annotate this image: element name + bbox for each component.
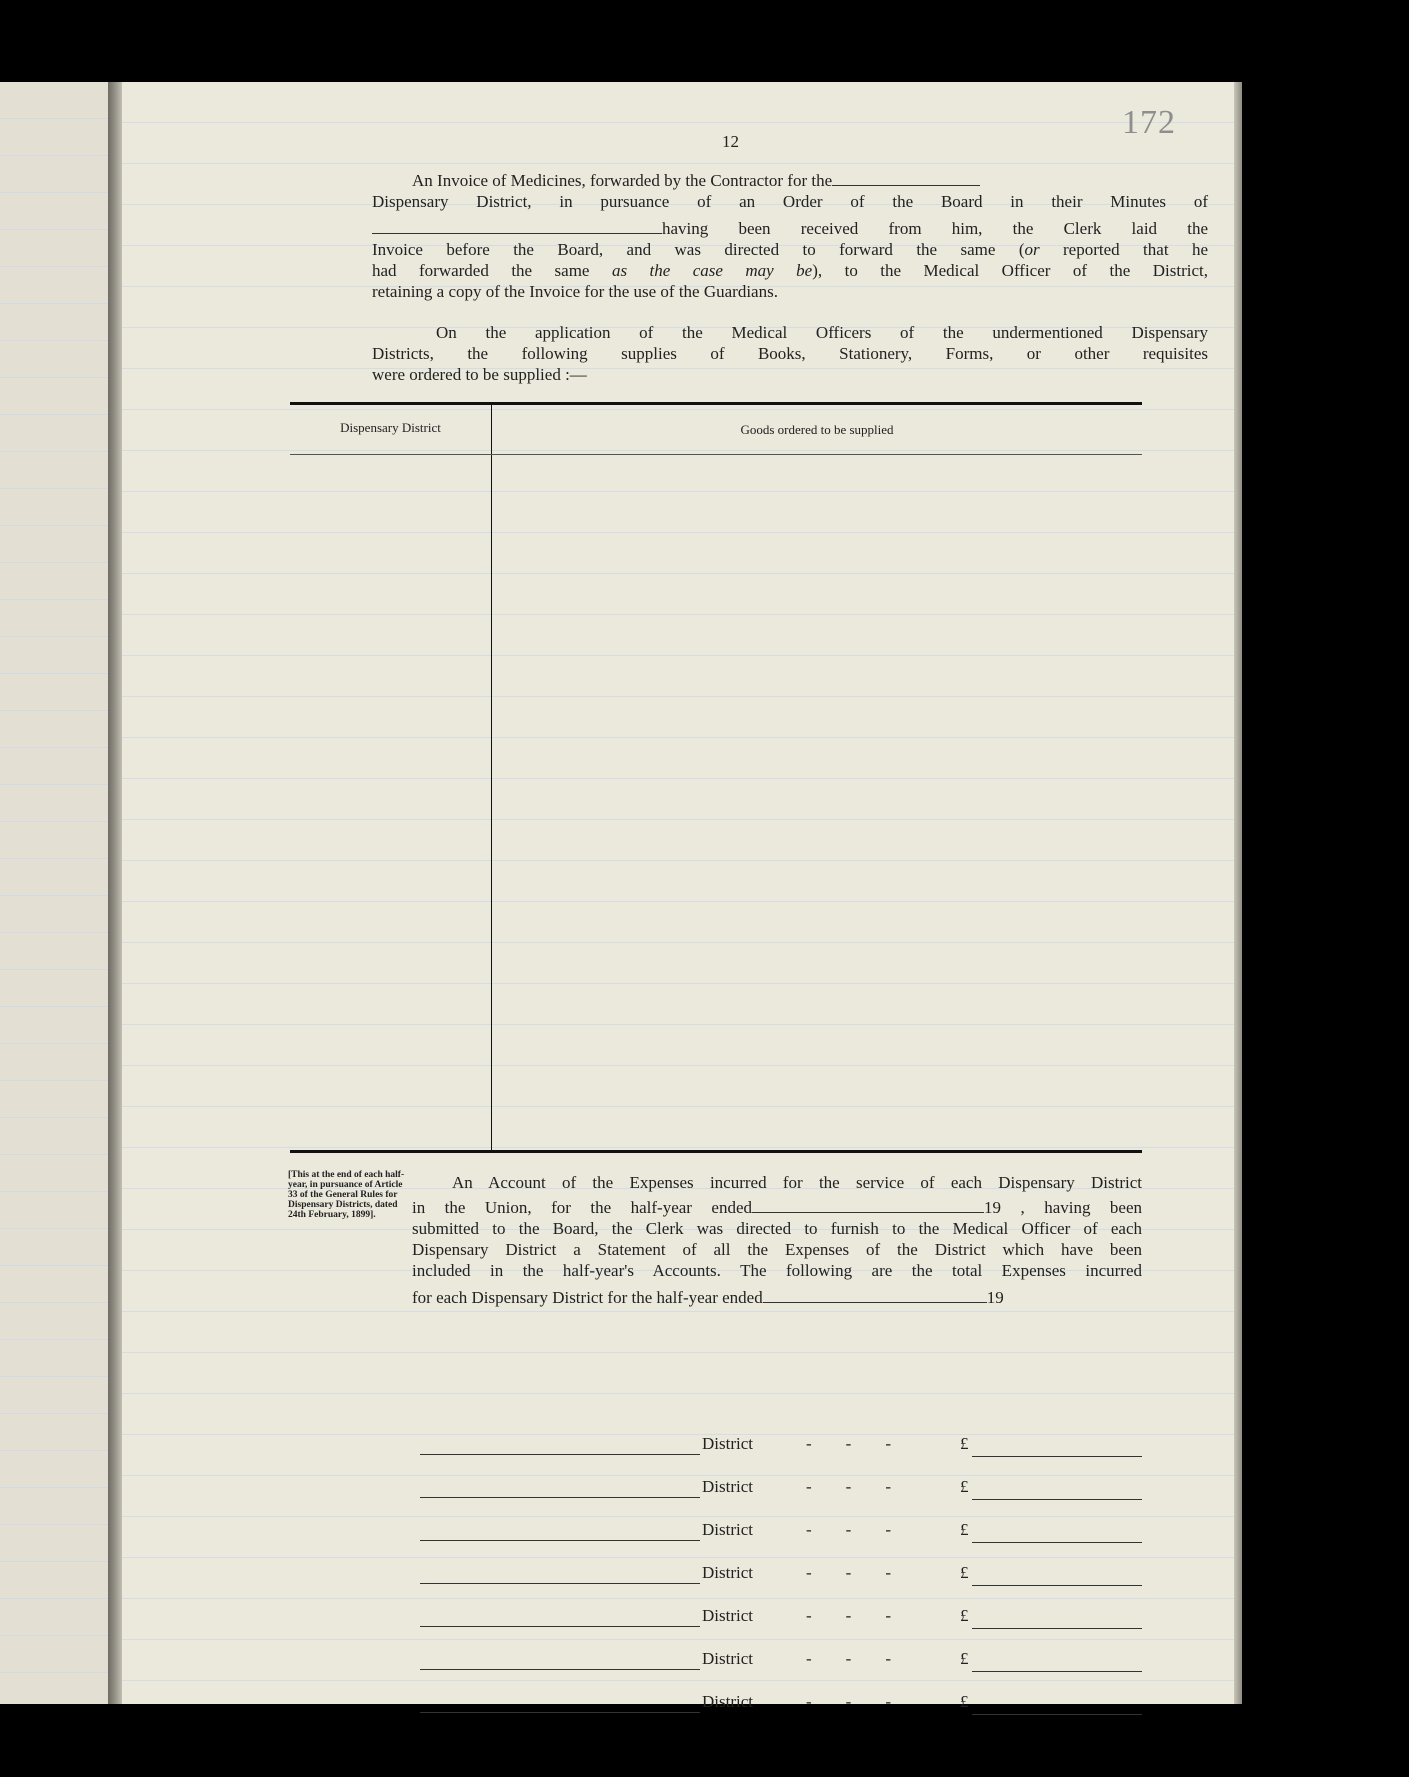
account-line-1: An Account of the Expenses incurred for the service of each Dispensary District <box>452 1173 1142 1192</box>
table-bottom-rule <box>290 1150 1142 1153</box>
district-dashes: - - - <box>806 1563 891 1582</box>
invoice-line-5-end: ), to the Medical Officer of the District, <box>812 261 1208 280</box>
table-top-rule <box>290 402 1142 405</box>
folio-number: 172 <box>1122 104 1176 141</box>
table-header-rule <box>290 454 1142 455</box>
amount-blank <box>972 1714 1142 1715</box>
half-year-ended-blank-2 <box>763 1301 987 1303</box>
invoice-line-4-end: reported that he <box>1039 240 1208 259</box>
amount-blank <box>972 1585 1142 1586</box>
district-dashes: - - - <box>806 1520 891 1539</box>
pound-sign: £ <box>960 1477 969 1496</box>
invoice-line-1: An Invoice of Medicines, forwarded by the Contractor for the <box>412 171 833 190</box>
contractor-district-blank <box>832 184 980 186</box>
district-dashes: - - - <box>806 1649 891 1668</box>
district-label: District <box>702 1520 753 1539</box>
amount-blank <box>972 1499 1142 1500</box>
district-dashes: - - - <box>806 1434 891 1453</box>
right-page-edge <box>1234 82 1242 1704</box>
application-line-2: Districts, the following supplies of Books, Stationery, Forms, or other requisites <box>372 344 1208 363</box>
account-line-5: included in the half-year's Accounts. The following are the total Expenses incurred <box>412 1261 1142 1280</box>
district-label: District <box>702 1606 753 1625</box>
invoice-line-5-italic: as the case may be <box>611 261 813 280</box>
left-page-edge <box>0 82 118 1704</box>
pound-sign: £ <box>960 1649 969 1668</box>
pound-sign: £ <box>960 1692 969 1711</box>
district-name-blank <box>420 1540 700 1541</box>
account-line-2: in the Union, for the half-year ended <box>412 1198 753 1217</box>
amount-blank <box>972 1456 1142 1457</box>
district-dashes: - - - <box>806 1477 891 1496</box>
district-label: District <box>702 1563 753 1582</box>
amount-blank <box>972 1542 1142 1543</box>
table-header-goods-ordered: Goods ordered to be supplied <box>740 422 894 437</box>
table-header-dispensary-district: Dispensary District <box>340 420 441 435</box>
invoice-line-4-or: or <box>1024 240 1040 259</box>
account-line-6: for each Dispensary District for the half-year ended <box>412 1288 763 1307</box>
pound-sign: £ <box>960 1606 969 1625</box>
table-column-divider <box>491 404 492 1150</box>
district-name-blank <box>420 1712 700 1713</box>
district-name-blank <box>420 1583 700 1584</box>
district-label: District <box>702 1649 753 1668</box>
application-line-1: On the application of the Medical Officers of the undermentioned Dispensary <box>436 323 1208 342</box>
account-line-3: submitted to the Board, the Clerk was directed to furnish to the Medical Officer of each <box>412 1219 1142 1238</box>
account-line-2-end: , having been <box>1020 1198 1143 1217</box>
page-number: 12 <box>722 132 739 151</box>
invoice-line-2: Dispensary District, in pursuance of an Order of the Board in their Minutes of <box>372 192 1208 211</box>
account-line-6-year: 19 <box>986 1288 1004 1307</box>
invoice-paragraph <box>372 170 1208 302</box>
district-label: District <box>702 1477 753 1496</box>
amount-blank <box>972 1628 1142 1629</box>
district-label: District <box>702 1434 753 1453</box>
district-dashes: - - - <box>806 1692 891 1711</box>
invoice-line-5: had forwarded the same <box>372 261 612 280</box>
district-name-blank <box>420 1669 700 1670</box>
document-page <box>122 82 1234 1711</box>
margin-note: [This at the end of each half-year, in pursuance of Article 33 of the General Rules for Dispensary Districts, dated 24th February, 1899]. <box>288 1170 405 1220</box>
account-paragraph <box>412 1172 1142 1308</box>
district-name-blank <box>420 1497 700 1498</box>
pound-sign: £ <box>960 1563 969 1582</box>
amount-blank <box>972 1671 1142 1672</box>
pound-sign: £ <box>960 1434 969 1453</box>
district-dashes: - - - <box>806 1606 891 1625</box>
pound-sign: £ <box>960 1520 969 1539</box>
invoice-line-4: Invoice before the Board, and was directed to forward the same ( <box>372 240 1025 259</box>
district-name-blank <box>420 1454 700 1455</box>
account-line-2-year: 19 <box>984 1198 1002 1217</box>
district-name-blank <box>420 1626 700 1627</box>
invoice-line-6: retaining a copy of the Invoice for the use of the Guardians. <box>372 282 778 301</box>
minutes-date-blank <box>372 232 662 234</box>
application-paragraph <box>372 322 1208 385</box>
application-line-3: were ordered to be supplied :— <box>372 365 587 384</box>
invoice-line-3: having been received from him, the Clerk laid the <box>662 219 1208 238</box>
district-label: District <box>702 1692 753 1711</box>
account-line-4: Dispensary District a Statement of all the Expenses of the District which have been <box>412 1240 1142 1259</box>
half-year-ended-blank <box>752 1211 984 1213</box>
